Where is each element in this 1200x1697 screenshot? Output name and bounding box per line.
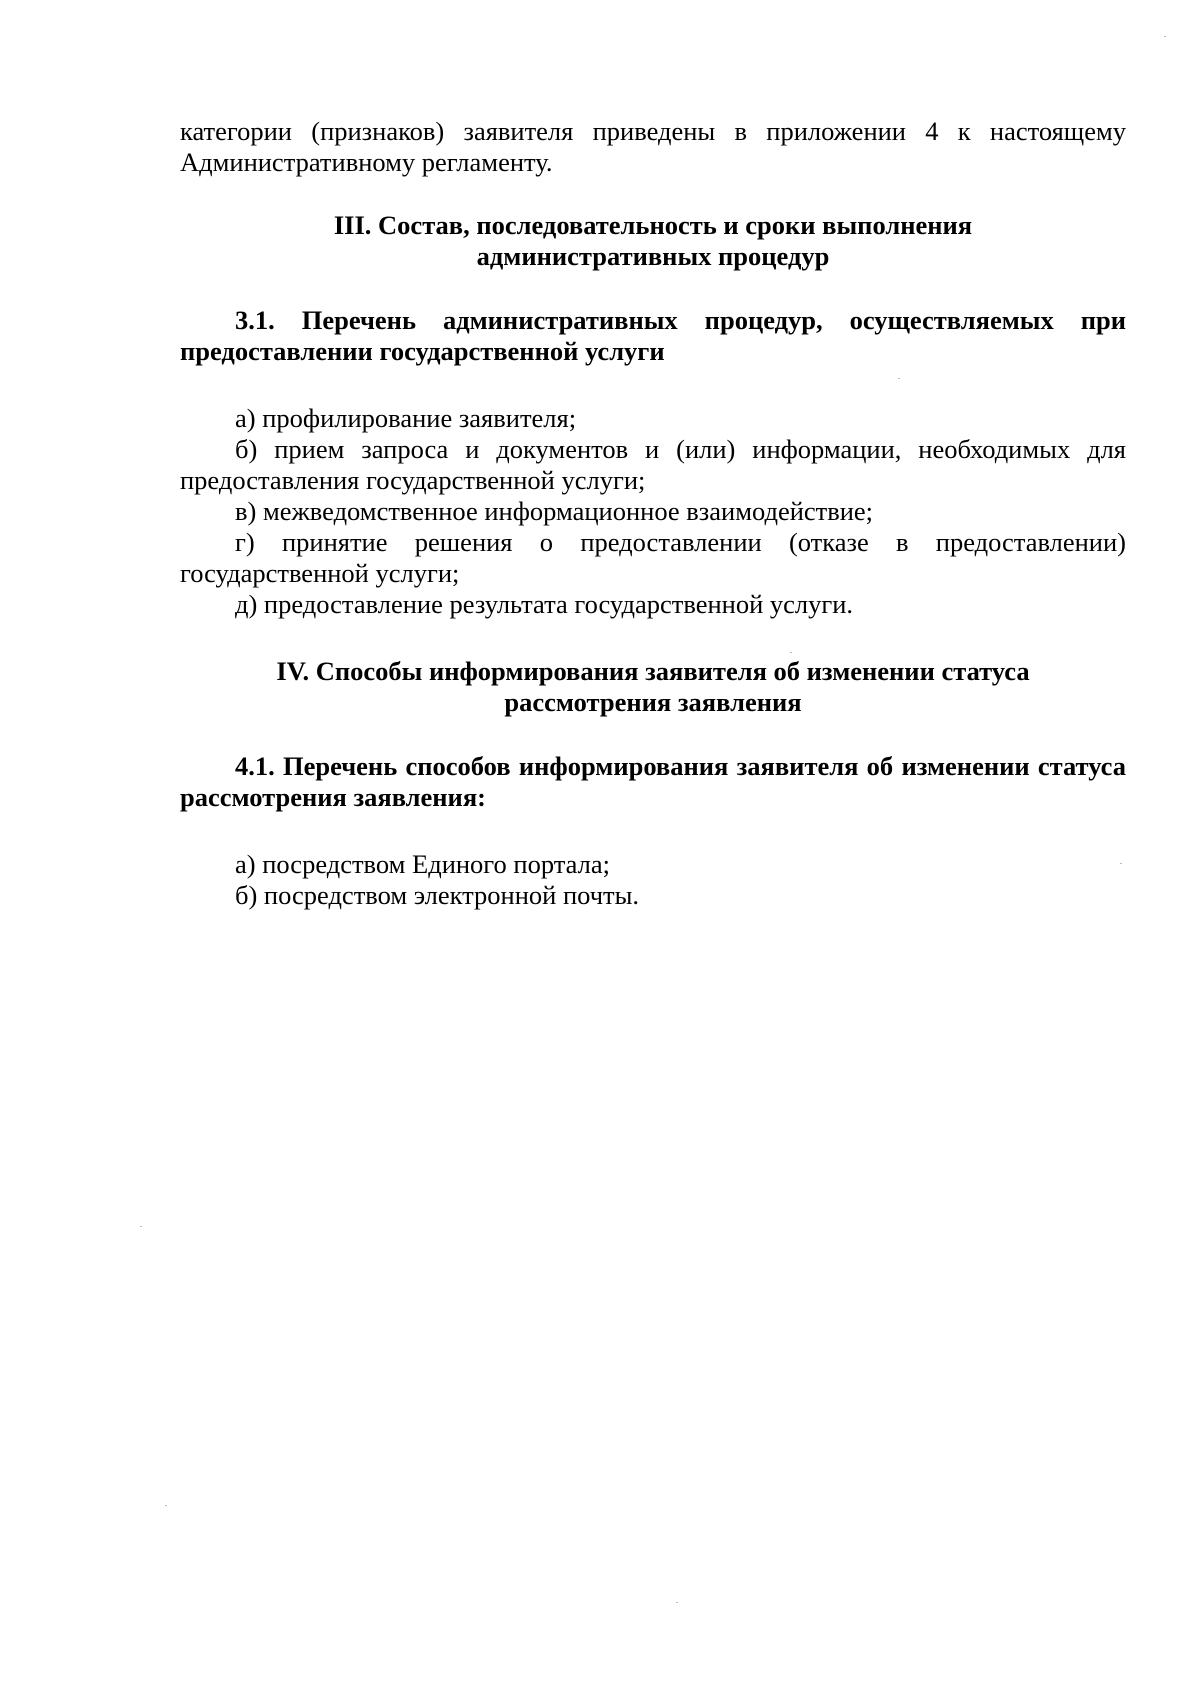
scan-speck xyxy=(1164,36,1166,37)
list-item: б) посредством электронной почты. xyxy=(235,880,640,910)
scan-speck xyxy=(676,1602,678,1603)
list-item: в) межведомственное информационное взаимодействие; xyxy=(235,496,874,526)
scan-speck xyxy=(165,1505,167,1506)
section-4-heading-line-2: рассмотрения заявления xyxy=(504,687,802,717)
subsection-4-1-heading: 4.1. Перечень способов информирования заявителя об изменении статуса рассмотрения заявления: xyxy=(180,751,1126,812)
section-4-heading xyxy=(180,656,1126,718)
subsection-3-1-heading: 3.1. Перечень административных процедур, осуществляемых при предоставлении государственной услуги xyxy=(180,305,1126,366)
section-3-heading xyxy=(180,210,1126,272)
list-item: г) принятие решения о предоставлении (отказе в предоставлении) государственной услуги; xyxy=(180,527,1126,588)
scan-speck xyxy=(1120,863,1122,864)
section-3-heading-line-1: III. Состав, последовательность и сроки выполнения xyxy=(333,210,973,240)
section-4-heading-line-1: IV. Способы информирования заявителя об изменении статуса xyxy=(276,656,1030,686)
section-3-heading-line-2: административных процедур xyxy=(476,241,830,271)
scan-speck xyxy=(790,652,792,653)
scan-speck xyxy=(898,378,900,379)
document-body xyxy=(180,116,1126,911)
list-item: б) прием запроса и документов и (или) информации, необходимых для предоставления государственной услуги; xyxy=(180,434,1126,495)
scan-speck xyxy=(140,1226,142,1227)
list-item: д) предоставление результата государственной услуги. xyxy=(235,589,854,619)
list-item: а) профилирование заявителя; xyxy=(235,403,577,433)
intro-paragraph: категории (признаков) заявителя приведены в приложении 4 к настоящему Административному регламенту. xyxy=(180,116,1126,177)
list-item: а) посредством Единого портала; xyxy=(235,849,610,879)
